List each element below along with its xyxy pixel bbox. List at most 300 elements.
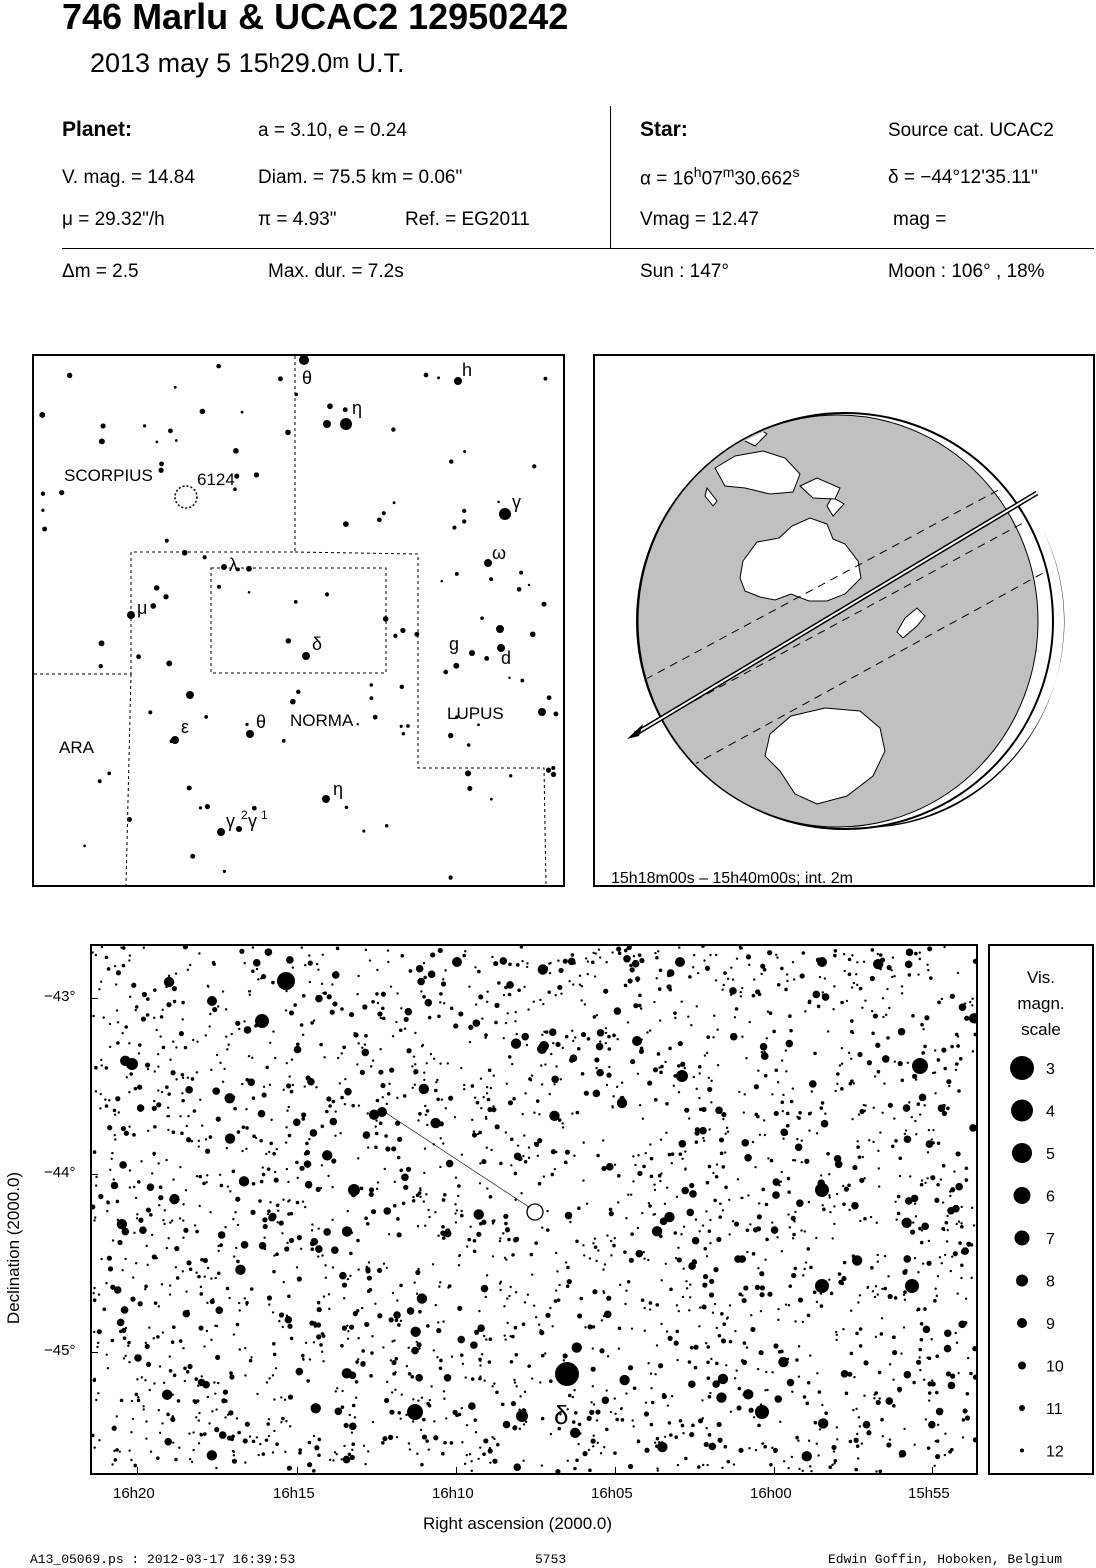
field-star [317, 1227, 319, 1229]
star [233, 448, 239, 454]
field-star [757, 1214, 762, 1219]
field-star [582, 1451, 587, 1456]
field-star [102, 1016, 104, 1018]
field-star [630, 1232, 634, 1236]
field-star [609, 1208, 613, 1212]
field-star [652, 1226, 662, 1236]
field-star [108, 1266, 113, 1271]
field-star [677, 1464, 679, 1466]
star-right-ascension: $\alpha = 16^h07^m30.662^s$ [640, 164, 800, 190]
field-star [328, 1104, 332, 1108]
field-star [953, 1170, 955, 1172]
field-star [689, 1296, 691, 1298]
field-star [668, 1421, 672, 1425]
field-star [310, 1129, 318, 1137]
field-star [912, 1221, 914, 1223]
field-star [841, 1370, 849, 1378]
field-star [933, 1299, 937, 1303]
ra-tick [774, 1467, 775, 1475]
field-star [930, 1175, 935, 1180]
moon-elongation: Moon : 106° , 18% [888, 261, 1045, 282]
field-star [584, 1003, 586, 1005]
field-star [379, 1048, 381, 1050]
field-star [172, 1325, 176, 1329]
field-star [599, 1348, 604, 1353]
field-star [215, 1355, 220, 1360]
field-star [233, 1107, 237, 1111]
field-star [458, 1011, 463, 1016]
field-star [971, 998, 973, 1000]
field-star [278, 1320, 280, 1322]
field-star [919, 958, 921, 960]
field-star [271, 981, 275, 985]
field-star [802, 1451, 812, 1461]
field-star [658, 1174, 662, 1178]
ra-tick [932, 1467, 933, 1475]
field-star [716, 1163, 718, 1165]
field-star [162, 1390, 172, 1400]
field-star [116, 970, 121, 975]
field-star [302, 994, 306, 998]
star [327, 403, 333, 409]
field-star [473, 1249, 477, 1253]
field-star [487, 1098, 491, 1102]
field-star [701, 1304, 706, 1309]
field-star [439, 1281, 441, 1283]
field-star [510, 1360, 514, 1364]
field-star [485, 1296, 487, 1298]
field-star [442, 1142, 444, 1144]
field-star [192, 1449, 194, 1451]
field-star [934, 1198, 939, 1203]
field-star [561, 1122, 563, 1124]
star [99, 664, 103, 668]
field-star [493, 1075, 495, 1077]
field-star [244, 1461, 246, 1463]
field-star [553, 1083, 555, 1085]
field-star [627, 1021, 629, 1023]
field-star [519, 1395, 521, 1397]
star [449, 459, 453, 463]
field-star [153, 1337, 155, 1339]
field-star [897, 1212, 901, 1216]
field-star [454, 1116, 456, 1118]
field-star [417, 1399, 419, 1401]
field-star [727, 978, 729, 980]
field-star [958, 1220, 960, 1222]
field-star [898, 1028, 906, 1036]
field-star [487, 1107, 492, 1112]
field-star [605, 1428, 609, 1432]
field-star [321, 1164, 323, 1166]
field-star [125, 1327, 127, 1329]
field-star [882, 1016, 884, 1018]
field-star [93, 1219, 95, 1221]
field-star [141, 1376, 143, 1378]
field-star [506, 1297, 508, 1299]
field-star [342, 1368, 352, 1378]
field-star [551, 1325, 553, 1327]
field-star [434, 1089, 438, 1093]
field-star [754, 1084, 759, 1089]
field-star [843, 970, 845, 972]
field-star [562, 1047, 564, 1049]
field-star [116, 1041, 120, 1045]
field-star [421, 1045, 423, 1047]
field-star [146, 1264, 148, 1266]
field-star [493, 1219, 495, 1221]
field-star [973, 1375, 976, 1380]
field-star [298, 1448, 302, 1452]
star [205, 804, 210, 809]
field-star [960, 1277, 962, 1279]
field-star [93, 1298, 97, 1302]
field-star [857, 1052, 862, 1057]
bright-field-star [817, 957, 827, 967]
field-star [859, 1425, 861, 1427]
field-star [506, 1322, 508, 1324]
field-star [763, 968, 767, 972]
field-star [715, 1362, 719, 1366]
field-star [268, 1151, 270, 1153]
field-star [706, 1255, 708, 1257]
field-star [189, 964, 191, 966]
field-star [736, 1405, 741, 1410]
field-star [363, 1131, 371, 1139]
field-star [274, 1178, 279, 1183]
field-star [414, 1032, 416, 1034]
field-star [127, 1341, 131, 1345]
field-star [319, 1343, 323, 1347]
field-star [98, 1194, 103, 1199]
field-star [782, 1110, 784, 1112]
field-star [709, 1219, 711, 1221]
star-chart-svg [92, 946, 976, 1473]
field-star [929, 976, 933, 980]
field-star [587, 960, 589, 962]
field-star [151, 1172, 153, 1174]
field-star [388, 1083, 390, 1085]
field-star [606, 1084, 608, 1086]
field-star [331, 1158, 336, 1163]
field-star [474, 966, 476, 968]
field-star [169, 1284, 171, 1286]
field-star [619, 1284, 621, 1286]
field-star [734, 1255, 742, 1263]
field-star [717, 1064, 719, 1066]
field-star [761, 1188, 765, 1192]
field-star [243, 1020, 245, 1022]
field-star [504, 986, 508, 990]
field-star [439, 1166, 441, 1168]
field-star [107, 1256, 112, 1261]
legend-dot-mag-8 [1016, 1275, 1028, 1287]
field-star [425, 1114, 427, 1116]
field-star [170, 1417, 175, 1422]
field-star [392, 1035, 394, 1037]
field-star [746, 1251, 748, 1253]
field-star [276, 1148, 278, 1150]
field-star [252, 946, 254, 948]
field-star [578, 1423, 582, 1427]
field-star [659, 1071, 663, 1075]
field-star [343, 1456, 351, 1464]
field-star [814, 1421, 818, 1425]
field-star [714, 1303, 716, 1305]
label-h: h [462, 360, 473, 380]
field-star [489, 1461, 491, 1463]
field-star [798, 1375, 800, 1377]
field-star [121, 1306, 129, 1314]
label-gamma1: γ [248, 811, 257, 831]
field-star [609, 1211, 614, 1216]
field-star [163, 1382, 165, 1384]
field-star [137, 1104, 145, 1112]
field-star [463, 1084, 465, 1086]
field-star [821, 1404, 823, 1406]
field-star [555, 994, 557, 996]
field-star [618, 1347, 620, 1349]
field-star [416, 1293, 418, 1295]
field-star [644, 1411, 649, 1416]
field-star [245, 1148, 247, 1150]
field-star [105, 956, 109, 960]
field-star [511, 1253, 515, 1257]
field-star [479, 1446, 481, 1448]
field-star [481, 1220, 486, 1225]
finder-chart [32, 354, 565, 887]
field-star [831, 1237, 833, 1239]
field-star [238, 1309, 240, 1311]
field-star [341, 1458, 343, 1460]
field-star [707, 1087, 712, 1092]
field-star [488, 1448, 493, 1453]
field-star [383, 1262, 385, 1264]
field-star [339, 1082, 341, 1084]
field-star [671, 1152, 675, 1156]
star [286, 638, 291, 643]
field-star [468, 1402, 476, 1410]
field-star [673, 1011, 677, 1015]
field-star [349, 1012, 354, 1017]
field-star [796, 1436, 798, 1438]
bright-field-star [277, 972, 295, 990]
star [294, 393, 298, 397]
field-star [705, 966, 710, 971]
field-star [949, 1190, 951, 1192]
legend-dot-mag-3 [1010, 1056, 1034, 1080]
field-star [638, 994, 642, 998]
field-star [509, 1286, 511, 1288]
field-star [747, 1194, 749, 1196]
field-star [200, 1433, 204, 1437]
field-star [448, 1096, 453, 1101]
field-star [831, 1445, 836, 1450]
field-star [244, 1347, 246, 1349]
field-star [154, 1301, 158, 1305]
star [508, 677, 510, 679]
field-star [283, 1281, 285, 1283]
field-star [308, 954, 310, 956]
field-star [93, 1150, 97, 1154]
field-star [403, 1185, 408, 1190]
field-star [637, 1440, 641, 1444]
field-star [141, 1016, 146, 1021]
field-star [351, 1449, 353, 1451]
legend-dots [990, 946, 1092, 1473]
field-star [469, 1226, 471, 1228]
field-star [907, 1062, 909, 1064]
field-star [588, 1469, 592, 1473]
field-star [398, 1411, 402, 1415]
field-star [697, 1465, 701, 1469]
field-star [330, 1010, 335, 1015]
field-star [791, 1273, 796, 1278]
field-star [965, 1166, 969, 1170]
field-star [121, 1032, 123, 1034]
field-star [471, 1084, 475, 1088]
field-star [336, 1387, 338, 1389]
field-star [971, 1277, 973, 1279]
field-star [460, 1067, 462, 1069]
field-star [791, 1391, 793, 1393]
field-star [696, 1005, 698, 1007]
field-star [802, 1321, 804, 1323]
field-star [638, 953, 642, 957]
field-star [521, 1033, 529, 1041]
field-star [412, 1199, 416, 1203]
field-star [756, 1115, 760, 1119]
star [39, 412, 45, 418]
field-star [236, 1323, 240, 1327]
field-star [693, 1345, 698, 1350]
star [362, 830, 365, 833]
bright-field-star [407, 1404, 423, 1420]
field-star [972, 1346, 976, 1351]
field-star [948, 1382, 956, 1390]
field-star [227, 1185, 229, 1187]
field-star [285, 1420, 287, 1422]
field-star [527, 1293, 529, 1295]
field-star [716, 1327, 718, 1329]
field-star [164, 977, 174, 987]
field-star [615, 1418, 619, 1422]
field-star [955, 1252, 957, 1254]
field-star [252, 1096, 256, 1100]
field-star [950, 1270, 952, 1272]
field-star [717, 1422, 722, 1427]
star [234, 474, 239, 479]
ra-tick [615, 1467, 616, 1475]
field-star [585, 957, 587, 959]
field-star [787, 1358, 789, 1360]
field-star [382, 1096, 384, 1098]
field-star [625, 1392, 627, 1394]
field-star [592, 952, 594, 954]
field-star [898, 1390, 900, 1392]
field-star [805, 1402, 809, 1406]
field-star [375, 1125, 377, 1127]
ra-tick [297, 1467, 298, 1475]
field-star [396, 1097, 398, 1099]
field-star [688, 1117, 690, 1119]
field-star [237, 1130, 241, 1134]
field-star [159, 1035, 161, 1037]
field-star [857, 1457, 859, 1459]
field-star [742, 1360, 747, 1365]
field-star [540, 1064, 542, 1066]
field-star [424, 999, 432, 1007]
field-star [769, 1463, 773, 1467]
field-star [172, 1130, 176, 1134]
field-star [861, 1007, 863, 1009]
field-star [460, 1214, 464, 1218]
ra-tick-label: 16h20 [113, 1485, 155, 1502]
field-star [650, 1157, 654, 1161]
field-star [169, 1293, 171, 1295]
field-star [169, 1194, 179, 1204]
field-star [752, 994, 756, 998]
field-star [313, 1019, 315, 1021]
field-star [879, 953, 883, 957]
field-star [210, 1069, 212, 1071]
field-star [275, 1442, 279, 1446]
field-star [763, 1119, 765, 1121]
field-star [340, 1096, 344, 1100]
field-star [483, 1438, 488, 1443]
label-ara: ARA [59, 738, 94, 757]
field-star [721, 1112, 726, 1117]
field-star [816, 1301, 818, 1303]
field-star [794, 1211, 796, 1213]
field-star [128, 1361, 130, 1363]
field-star [563, 1359, 565, 1361]
field-star [919, 1094, 927, 1102]
field-star [265, 1153, 267, 1155]
field-star [196, 1071, 198, 1073]
field-star [596, 1154, 600, 1158]
field-star [654, 1442, 656, 1444]
field-star [503, 1421, 511, 1429]
star [393, 634, 397, 638]
field-star [320, 1125, 324, 1129]
field-star [960, 1206, 962, 1208]
field-star [649, 1029, 651, 1031]
field-star [801, 1139, 803, 1141]
field-star [640, 1047, 644, 1051]
field-star [245, 1422, 250, 1427]
field-star [416, 965, 424, 973]
field-star [424, 1105, 426, 1107]
field-star [147, 1068, 149, 1070]
field-star [415, 1374, 423, 1382]
field-star [471, 1377, 475, 1381]
field-star [418, 1310, 422, 1314]
field-star [129, 996, 131, 998]
field-star [606, 1163, 614, 1171]
greek-labels [137, 360, 521, 831]
field-star [595, 1409, 600, 1414]
field-star [282, 1089, 284, 1091]
field-star [659, 1019, 661, 1021]
field-star [364, 1463, 366, 1465]
field-star [912, 1381, 916, 1385]
field-star [664, 1061, 666, 1063]
planet-parallax: π = 4.93" [258, 209, 337, 230]
field-star [767, 1157, 769, 1159]
field-star [928, 1421, 936, 1429]
star [509, 774, 512, 777]
